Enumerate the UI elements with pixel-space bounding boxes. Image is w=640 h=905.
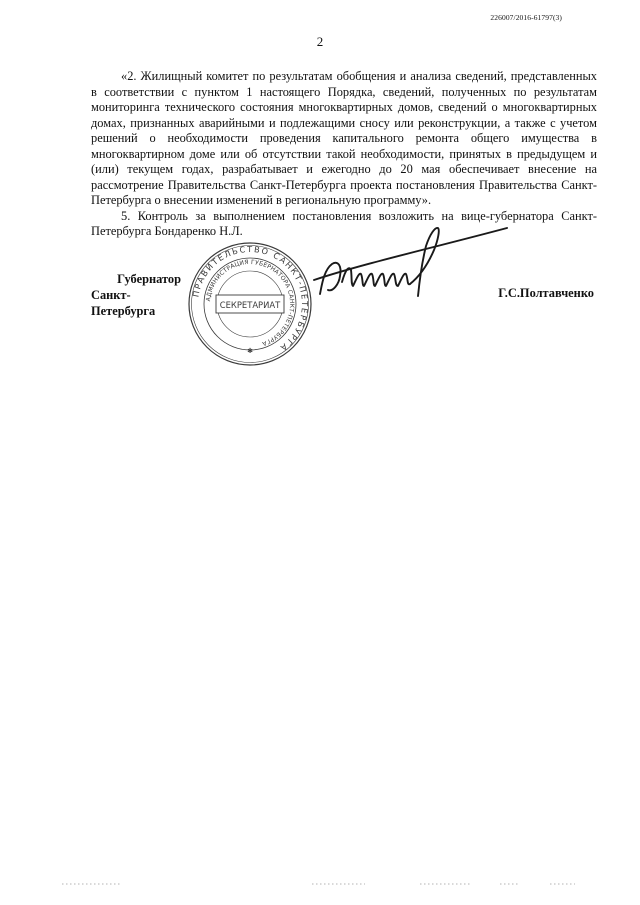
handwritten-signature <box>302 206 512 302</box>
scan-footer-marks <box>0 881 640 887</box>
signatory-title-line2: Санкт-Петербурга <box>91 288 156 318</box>
seal-center-text: СЕКРЕТАРИАТ <box>219 300 281 310</box>
official-seal-stamp <box>186 240 314 368</box>
seal-star-icon: ✱ <box>247 347 253 355</box>
page-number: 2 <box>316 34 324 49</box>
seal-inner-text: АДМИНИСТРАЦИЯ ГУБЕРНАТОРА САНКТ-ПЕТЕРБУРГА <box>205 258 296 348</box>
paragraph-item-5: 5. Контроль за выполнением постановления возложить на вице-губернатора Санкт-Петербурга Бондаренко Н.Л. <box>91 208 597 238</box>
signatory-title-line1: Губернатор <box>117 272 181 286</box>
seal-outer-text: ПРАВИТЕЛЬСТВО САНКТ-ПЕТЕРБУРГА <box>190 243 311 354</box>
paragraph-item-2: «2. Жилищный комитет по результатам обобщения и анализа сведений, представленных в соответствии с пунктом 1 настоящего Порядка, сведений, полученных по результатам мониторинга технического состояния многоквартирных домов, сведений о многоквартирных домах, признанных аварийными и подлежащими сносу или реконструкции, а также с учетом решений о необходимости проведения капитального ремонта общего имущества в многоквартирном доме или об отсутствии такой необходимости, принятых в предыдущем и (или) текущем годах, разрабатывает и ежегодно до 20 мая обеспечивает внесение на рассмотрение Правительства Санкт-Петербурга проекта постановления Правительства Санкт-Петербурга о внесении изменений в региональную программу». <box>91 69 597 207</box>
signatory-name: Г.С.Полтавченко <box>498 286 594 300</box>
signatory-title <box>91 271 191 319</box>
document-registration-number: 226007/2016-61797(3) <box>490 13 562 22</box>
seal-center-frame <box>216 295 284 313</box>
